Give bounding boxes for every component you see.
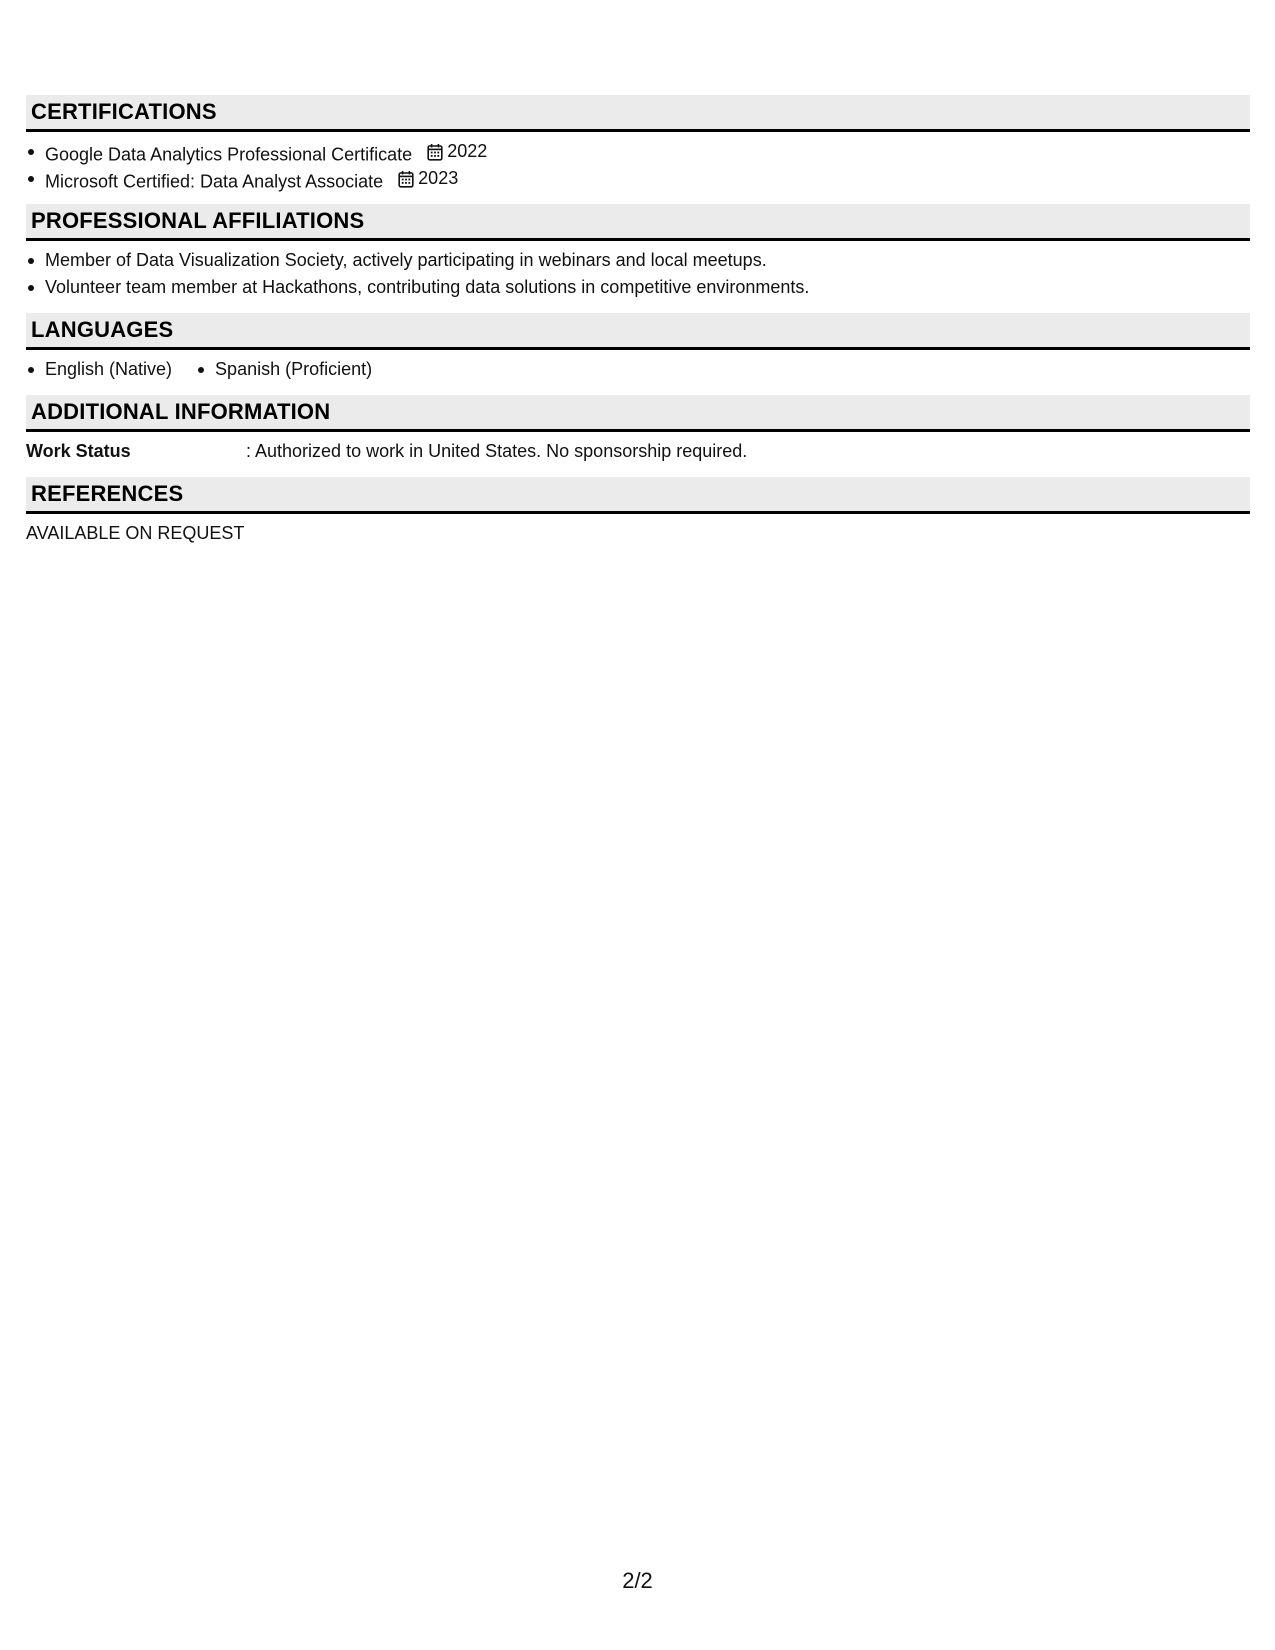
certifications-list xyxy=(26,138,1250,192)
section-title: LANGUAGES xyxy=(31,317,174,342)
calendar-icon xyxy=(427,143,443,161)
certification-year: 2022 xyxy=(447,141,488,161)
section-title: REFERENCES xyxy=(31,481,184,506)
certifications-header xyxy=(26,95,1250,132)
section-title: CERTIFICATIONS xyxy=(31,99,217,124)
additional-info-header xyxy=(26,395,1250,432)
certification-date xyxy=(427,138,487,165)
work-status-value: : Authorized to work in United States. No sponsorship required. xyxy=(246,441,748,461)
list-item xyxy=(26,138,1250,165)
affiliations-header xyxy=(26,204,1250,241)
affiliations-list xyxy=(26,247,1250,301)
references-text: AVAILABLE ON REQUEST xyxy=(26,523,245,543)
page-number: 2/2 xyxy=(622,1568,653,1593)
languages-section xyxy=(26,313,1250,383)
certifications-section xyxy=(26,95,1250,192)
additional-info-section xyxy=(26,395,1250,465)
languages-header xyxy=(26,313,1250,350)
resume-page xyxy=(26,95,1250,559)
list-item xyxy=(26,165,1250,192)
references-section xyxy=(26,477,1250,547)
list-item: Spanish (Proficient) xyxy=(196,356,372,383)
references-header xyxy=(26,477,1250,514)
section-title: PROFESSIONAL AFFILIATIONS xyxy=(31,208,365,233)
languages-list xyxy=(26,356,1250,383)
section-title: ADDITIONAL INFORMATION xyxy=(31,399,331,424)
certification-date xyxy=(398,165,458,192)
affiliations-section xyxy=(26,204,1250,301)
certification-year: 2023 xyxy=(418,168,459,188)
list-item: English (Native) xyxy=(26,356,172,383)
work-status-row xyxy=(26,438,1250,465)
certification-name: Google Data Analytics Professional Certificate xyxy=(45,144,413,165)
list-item: Volunteer team member at Hackathons, contributing data solutions in competitive environments. xyxy=(26,274,1250,301)
list-item: Member of Data Visualization Society, actively participating in webinars and local meetups. xyxy=(26,247,1250,274)
calendar-icon xyxy=(398,170,414,188)
certification-name: Microsoft Certified: Data Analyst Associate xyxy=(45,171,384,192)
work-status-label: Work Status xyxy=(26,441,131,461)
